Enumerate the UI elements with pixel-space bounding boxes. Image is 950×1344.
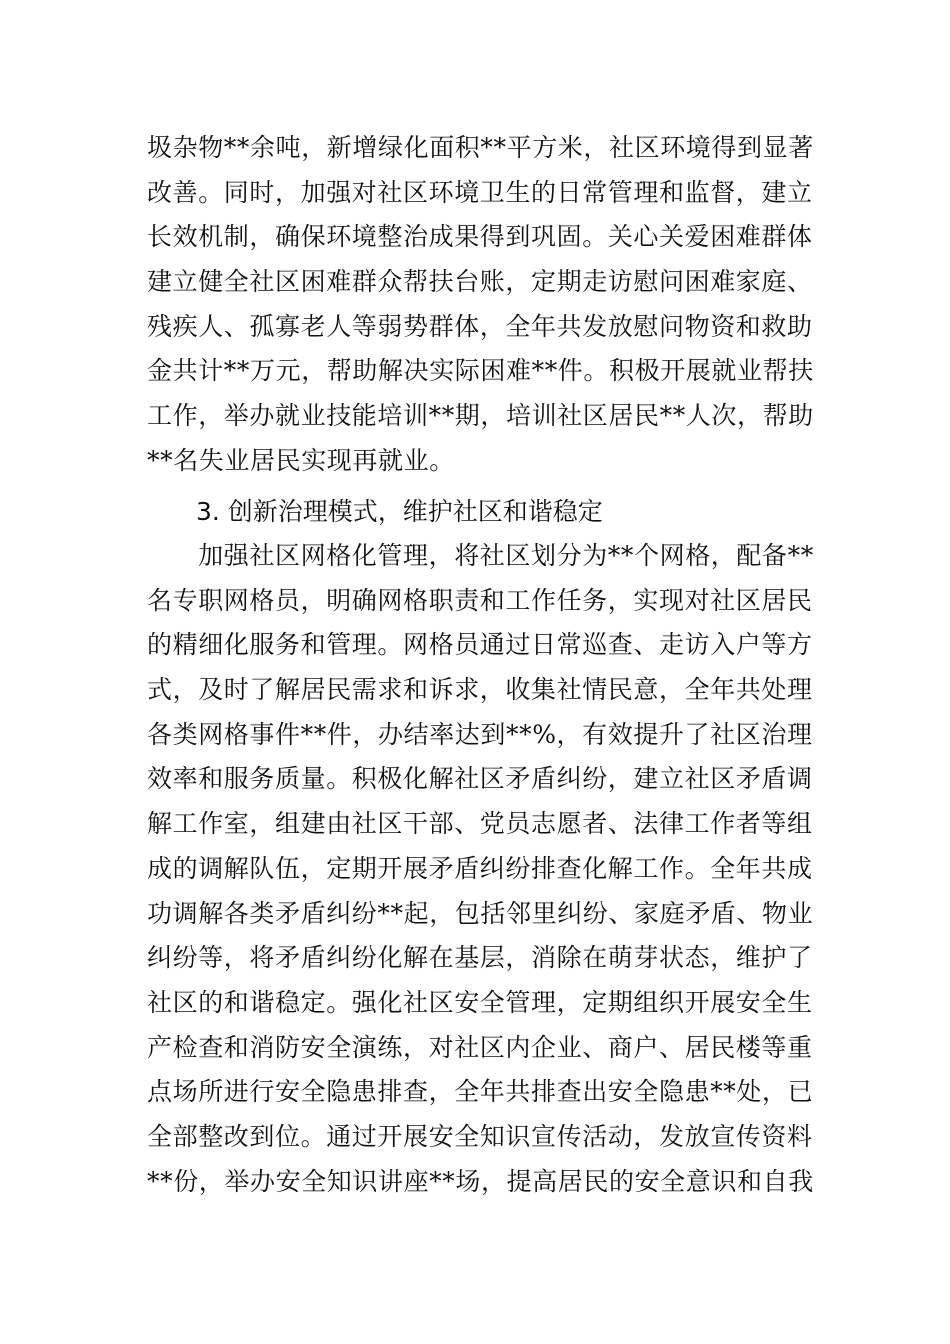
paragraph-line: 成的调解队伍，定期开展矛盾纠纷排查化解工作。全年共成 bbox=[147, 853, 813, 883]
body-paragraph-2 bbox=[147, 534, 814, 1204]
paragraph-line: 社区的和谐稳定。强化社区安全管理，定期组织开展安全生 bbox=[147, 987, 813, 1017]
paragraph-line: 点场所进行安全隐患排查，全年共排查出安全隐患**处，已 bbox=[147, 1077, 814, 1107]
paragraph-line: 的精细化服务和管理。网格员通过日常巡查、走访入户等方 bbox=[147, 630, 813, 660]
paragraph-line: 产检查和消防安全演练，对社区内企业、商户、居民楼等重 bbox=[147, 1032, 813, 1062]
paragraph-line: **名失业居民实现再就业。 bbox=[147, 445, 455, 475]
body-paragraph-1 bbox=[147, 126, 814, 484]
paragraph-line: 纠纷等，将矛盾纠纷化解在基层，消除在萌芽状态，维护了 bbox=[147, 943, 813, 973]
paragraph-line: 改善。同时，加强对社区环境卫生的日常管理和监督，建立 bbox=[147, 177, 813, 207]
paragraph-line: 各类网格事件**件，办结率达到**%，有效提升了社区治理 bbox=[147, 719, 813, 749]
paragraph-line: 解工作室，组建由社区干部、党员志愿者、法律工作者等组 bbox=[147, 809, 813, 839]
paragraph-line: 名专职网格员，明确网格职责和工作任务，实现对社区居民 bbox=[147, 585, 813, 615]
paragraph-line: 加强社区网格化管理，将社区划分为**个网格，配备** bbox=[147, 541, 814, 570]
paragraph-line: 残疾人、孤寡老人等弱势群体，全年共发放慰问物资和救助 bbox=[147, 311, 813, 341]
paragraph-line: 效率和服务质量。积极化解社区矛盾纠纷，建立社区矛盾调 bbox=[147, 764, 813, 794]
paragraph-line: 长效机制，确保环境整治成果得到巩固。关心关爱困难群体 bbox=[147, 222, 813, 252]
paragraph-line: 工作，举办就业技能培训**期，培训社区居民**人次，帮助 bbox=[147, 401, 814, 431]
section-heading: 3. 创新治理模式，维护社区和谐稳定 bbox=[196, 497, 603, 526]
paragraph-line: 建立健全社区困难群众帮扶台账，定期走访慰问困难家庭、 bbox=[147, 267, 813, 297]
paragraph-line: 式，及时了解居民需求和诉求，收集社情民意，全年共处理 bbox=[147, 675, 813, 705]
paragraph-line: 全部整改到位。通过开展安全知识宣传活动，发放宣传资料 bbox=[147, 1121, 813, 1151]
paragraph-line: **份，举办安全知识讲座**场，提高居民的安全意识和自我 bbox=[147, 1166, 814, 1196]
paragraph-line: 功调解各类矛盾纠纷**起，包括邻里纠纷、家庭矛盾、物业 bbox=[147, 898, 814, 928]
paragraph-line: 圾杂物**余吨，新增绿化面积**平方米，社区环境得到显著 bbox=[147, 133, 814, 162]
paragraph-line: 金共计**万元，帮助解决实际困难**件。积极开展就业帮扶 bbox=[147, 356, 814, 386]
